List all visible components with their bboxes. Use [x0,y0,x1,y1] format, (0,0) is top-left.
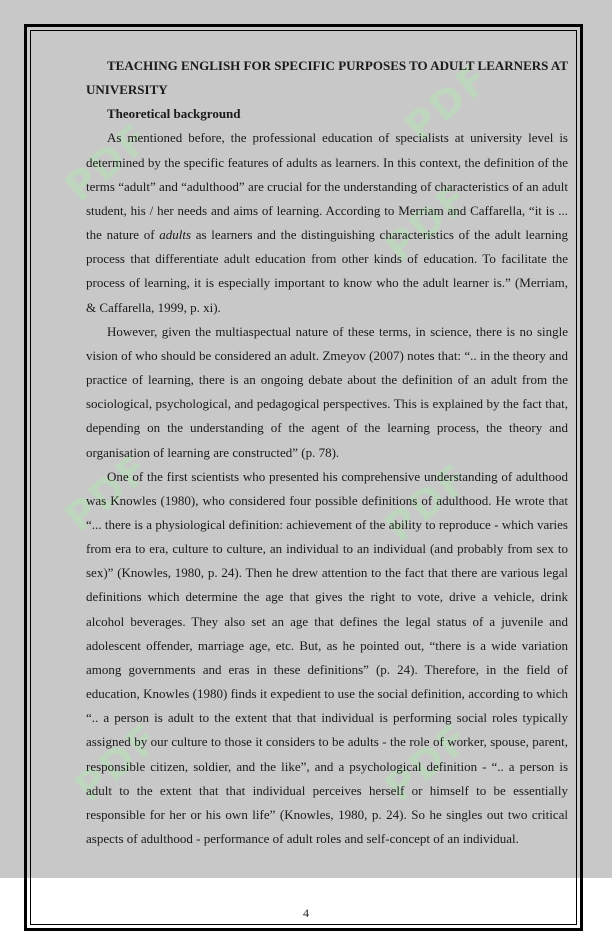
paragraph-1-emphasis: adults [159,227,192,243]
document-title: TEACHING ENGLISH FOR SPECIFIC PURPOSES TO ADULT LEARNERS AT UNIVERSITY [86,58,568,98]
paragraph-2: However, given the multiaspectual nature of these terms, in science, there is no single vision of who should be considered an adult. Zmeyov (2007) notes that: “.. in the theory and practice of learning, there is an ongoing debate about the definition of an adult from the sociological, psychological, and pedagogical perspectives. This is explained by the fact that, depending on the understanding of the agent of the learning process, the theory and organisation of learning are constructed” (p. 78). [86,323,568,460]
document-body [86,54,568,851]
paragraph-3: One of the first scientists who presented his comprehensive understanding of adulthood was Knowles (1980), who considered four possible definitions of adulthood. He wrote that “... there is a physiological definition: achievement of the ability to reproduce - which varies from era to era, culture to culture, an individual to an individual (and probably from sex to sex)” (Knowles, 1980, p. 24). Then he drew attention to the fact that there are various legal definitions which determine the age that gives the right to vote, drive a vehicle, drink alcohol beverages. They also set an age that defines the legal status of a juvenile and adolescent offender, marriage age, etc. But, as he pointed out, “there is a wide variation among governments and eras in these definitions” (p. 24). Therefore, in the field of education, Knowles (1980) finds it expedient to use the social definition, according to which “.. a person is adult to the extent that that individual is performing social roles typically assigned by our culture to those it considers to be adults - the role of worker, spouse, parent, responsible citizen, soldier, and the like”, and a psychological definition - “.. a person is adult to the extent that that individual perceives herself or himself to be essentially responsible for her or his own life” (Knowles, 1980, p. 24). So he singles out two critical aspects of adulthood - performance of adult roles and self-concept of an individual. [86,468,568,846]
watermark-logo: PDF [376,714,480,812]
paragraph-1-part-1: As mentioned before, the professional education of specialists at university level is determined by the specific features of adults as learners. In this context, the definition of the terms “adult” and “adulthood” are crucial for the understanding of characteristics of an adult student, his / her needs and aims of learning. According to Merriam and Caffarella, “it is ... the nature of [86,130,568,243]
watermark-logo: PDF [376,174,480,272]
paragraph-1 [86,126,568,319]
watermark-logo: PDF [56,444,160,542]
watermark-logo: PDF [396,54,500,152]
watermark-logo: PDF [66,714,170,812]
watermark-logo: PDF [56,114,160,212]
watermark-logo: PDF [376,454,480,552]
section-heading: Theoretical background [107,106,241,122]
page-number: 4 [303,906,309,920]
paragraph-1-part-2: as learners and the distinguishing characteristics of the adult learning process that differentiate adult education from other kinds of education. To facilitate the process of learning, it is especially important to know who the adult learner is.” (Merriam, & Caffarella, 1999, p. xi). [86,227,568,315]
